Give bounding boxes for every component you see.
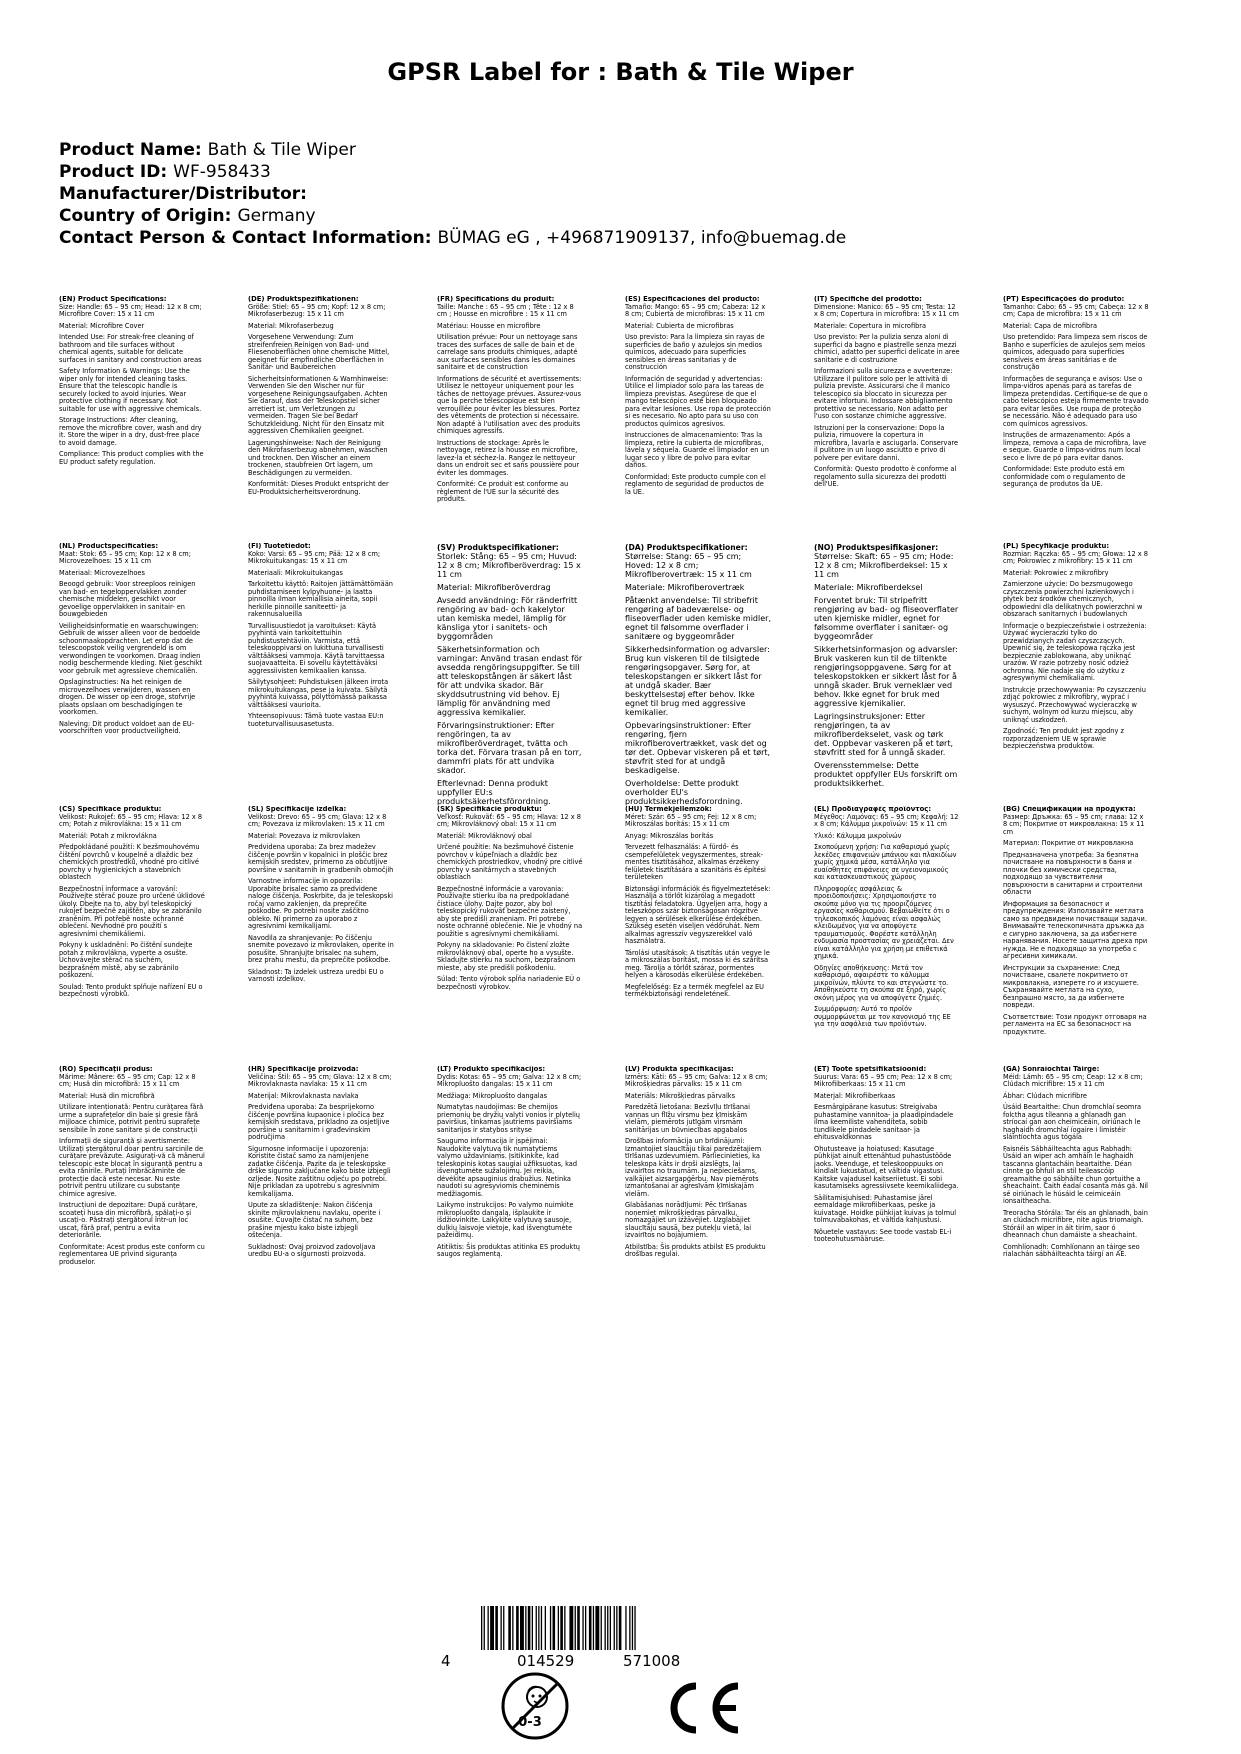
spec-heading: (SL) Specifikacije izdelka: — [248, 806, 347, 813]
spec-heading: (ES) Especificaciones del producto: — [625, 296, 760, 303]
spec-paragraph: Größe: Stiel: 65 – 95 cm; Kopf: 12 x 8 cm; Mikrofaserbezug: 15 x 11 cm — [248, 302, 386, 318]
spec-paragraph: Pokyny k uskladnění: Po čištění sundejte potah z mikrovlákna, vyperte a osušte. Uchovávejte stěrač na suchém, bezprašném místě, aby se zabránilo poškození. — [59, 941, 193, 979]
spec-paragraph: Informações de segurança e avisos: Use o limpa-vidros apenas para as tarefas de limpeza pretendidas. Certifique-se de que o cabo telescópico esteja firmemente travado para evitar lesões. Use roupa de proteção se necessário. Não é adequado para uso com químicos agressivos. — [1003, 374, 1149, 428]
spec-paragraph: Størrelse: Stang: 65 – 95 cm; Hoved: 12 x 8 cm; Mikrofiberovertræk: 15 x 11 cm — [625, 552, 752, 579]
spec-block — [625, 296, 771, 500]
spec-paragraph: Navodila za shranjevanje: Po čiščenju snemite povezavo iz mikrovlaken, operite in posušite. Shranjujte brisalec na suhem, brez prahu mestu, da preprečite poškodbe. — [248, 933, 394, 964]
spec-paragraph: Tamaño: Mango: 65 – 95 cm; Cabeza: 12 x 8 cm; Cubierta de microfibras: 15 x 11 cm — [625, 302, 766, 318]
spec-block — [1003, 543, 1149, 755]
spec-block — [625, 543, 771, 810]
spec-block — [248, 296, 394, 500]
spec-paragraph: Anyag: Mikroszálas borítás — [625, 831, 714, 840]
spec-block — [248, 1066, 394, 1263]
spec-paragraph: Informacje o bezpieczeństwie i ostrzeżenia: Używać wycieraczki tylko do przewidzianych zadań czyszczących. Upewnić się, że teleskopowa rączka jest bezpiecznie zablokowana, aby uniknąć urazów. W razie potrzeby nosić odzież ochronną. Nie nadaje się do użytku z agresywnymi chemikaliami. — [1003, 621, 1147, 682]
spec-paragraph: Instrukcje przechowywania: Po czyszczeniu zdjąć pokrowiec z mikrofibry, wyprać i wysuszyć. Przechowywać wycieraczkę w suchym, wolnym od kurzu miejscu, aby uniknąć uszkodzeń. — [1003, 685, 1146, 724]
spec-paragraph: Veľkosť: Rukoväť: 65 – 95 cm; Hlava: 12 x 8 cm; Mikrovláknový obal: 15 x 11 cm — [437, 812, 581, 828]
spec-paragraph: Soulad: Tento produkt splňuje nařízení EU o bezpečnosti výrobků. — [59, 982, 203, 998]
spec-paragraph: Atitiktis: Šis produktas atitinka ES produktų saugos reglamentą. — [437, 1242, 580, 1258]
spec-paragraph: Varnostne informacije in opozorila: Uporabite brisalec samo za predvidene naloge čiščenja. Poskrbite, da je teleskopski ročaj varno zaklenjen, da preprečite poškodbe. Po potrebi nosite zaščitno obleko. Ni primerno za uporabo z agresivnimi kemikalijami. — [248, 877, 393, 930]
spec-paragraph: Veiligheidsinformatie en waarschuwingen: Gebruik de wisser alleen voor de bedoelde schoonmaakopdrachten. Let erop dat de telescoopstok veilig vergrendeld is om verwondingen te voorkomen. Draag indien nodig beschermende kleding. Niet geschikt voor gebruik met agressieve chemicaliën. — [59, 621, 203, 675]
spec-paragraph: Bezpečnostné informácie a varovania: Používajte stierku iba na predpokladané čistiace úlohy. Dajte pozor, aby bol teleskopický rukoväť bezpečne zaistený, aby ste predišli zraneniam. Pri potrebe noste ochranné oblečenie. Nie je vhodný na použitie s agresívnymi chemikáliami. — [437, 884, 583, 938]
spec-paragraph: Lagringsinstruksjoner: Etter rengjøringen, ta av mikrofiberdekselet, vask og tørk det. Oppbevar vaskeren på et tørt, støvfritt sted for å unngå skader. — [814, 712, 953, 757]
spec-paragraph: Material: Mikrofaserbezug — [248, 321, 334, 330]
spec-paragraph: Tarkoitettu käyttö: Raitojen jättämättömään puhdistamiseen kylpyhuone- ja laatta pinnoilla ilman kemiallisia aineita, sopii herkille pinnoille saniteetti- ja rakennusalueilla — [248, 580, 393, 618]
spec-paragraph: Overensstemmelse: Dette produktet oppfyller EUs forskrift om produktsikkerhet. — [814, 761, 958, 788]
spec-paragraph: Размер: Дръжка: 65 – 95 cm; глава: 12 x 8 cm; Покритие от микровлакна: 15 x 11 cm — [1003, 812, 1145, 836]
spec-paragraph: Predviđena uporaba: Za besprijekorno čišćenje površina kupaonice i pločica bez kemijskih sredstava, prikladno za osjetljive površine u sanitarnim i građevinskim područjima — [248, 1103, 390, 1141]
spec-paragraph: Maat: Stok: 65 – 95 cm; Kop: 12 x 8 cm; Microvezelhoes: 15 x 11 cm — [59, 549, 191, 565]
spec-paragraph: Materiál: Potah z mikrovlákna — [59, 831, 157, 840]
barcode-digits-right: 571008 — [623, 1652, 681, 1670]
spec-paragraph: Informații de siguranță și avertismente: Utilizați ștergătorul doar pentru sarcinile de curățare prevăzute. Asigurați-vă că mânerul telescopic este blocat în siguranță pentru a evita rănirile. Purtați îmbrăcăminte de protecție dacă este necesar. Nu este potrivit pentru utilizare cu substanțe chimice agresive. — [59, 1137, 205, 1198]
spec-paragraph: Safety Information & Warnings: Use the wiper only for intended cleaning tasks. Ensure that the telescopic handle is securely locked to avoid injuries. Wear protective clothing if necessary. Not suitable for use with aggressive chemicals. — [59, 367, 202, 413]
spec-paragraph: Intended Use: For streak-free cleaning of bathroom and tile surfaces without chemical agents, suitable for delicate surfaces in sanitary and construction areas — [59, 333, 202, 364]
spec-paragraph: Paredzētā lietošana: Bezšvīļu tīrīšanai vannas un flīžu virsmu bez ķīmiskām vielām, piemērots jutīgām virsmām sanitārijas un būvniecības apgabalos — [625, 1103, 750, 1134]
age-warning-0-3-icon — [500, 1671, 570, 1741]
info-label: Manufacturer/Distributor: — [59, 184, 307, 204]
spec-block — [437, 543, 583, 810]
spec-heading: (SK) Špecifikácie produktu: — [437, 806, 542, 813]
spec-heading: (CS) Specifikace produktu: — [59, 806, 162, 813]
spec-block — [437, 1066, 583, 1263]
spec-paragraph: Bezpečnostní informace a varování: Používejte stěrač pouze pro určené úklidové úkoly. Dbejte na to, aby byl teleskopický rukojeť bezpečně zajištěn, aby se zabránilo zraněním. Při potřebě noste ochranné oblečení. Nevhodné pro použití s agresivními chemikáliemi. — [59, 884, 205, 938]
info-label: Contact Person & Contact Information: — [59, 228, 432, 248]
spec-heading: (ET) Toote spetsifikatsioonid: — [814, 1066, 927, 1073]
spec-paragraph: Förvaringsinstruktioner: Efter rengöringen, ta av mikrofiberöverdraget, tvätta och torka det. Förvara trasan på en torr, dammfri plats för att undvika skador. — [437, 721, 582, 775]
spec-paragraph: Instructions de stockage: Après le nettoyage, retirez la housse en microfibre, lavez-la et séchez-la. Rangez le nettoyeur dans un endroit sec et sans poussière pour éviter les dommages. — [437, 438, 580, 477]
spec-paragraph: Méid: Lámh: 65 – 95 cm; Ceap: 12 x 8 cm; Clúdach micrifibre: 15 x 11 cm — [1003, 1072, 1143, 1088]
spec-paragraph: Opslaginstructies: Na het reinigen de microvezelhoes verwijderen, wassen en drogen. De wisser op een droge, stofvrije plaats opslaan om beschadigingen te voorkomen. — [59, 678, 196, 716]
spec-paragraph: Veličina: Štil: 65 – 95 cm; Glava: 12 x 8 cm; Mikrovlaknasta navlaka: 15 x 11 cm — [248, 1072, 392, 1088]
spec-paragraph: Atbilstība: Šis produkts atbilst ES produktu drošības regulai. — [625, 1242, 766, 1258]
spec-block — [625, 1066, 771, 1263]
spec-paragraph: Utilizare intenționată: Pentru curățarea fără urme a suprafețelor din baie și gresie fără mijloace chimice, potrivit pentru suprafețe sensibile în zone sanitare și de construcții — [59, 1103, 204, 1134]
spec-paragraph: Utilisation prévue: Pour un nettoyage sans traces des surfaces de salle de bain et de carrelage sans produits chimiques, adapté aux surfaces sensibles dans les domaines sanitaire et de construction — [437, 333, 578, 371]
spec-paragraph: Material: Microfibre Cover — [59, 321, 145, 330]
spec-paragraph: Materiał: Pokrowiec z mikrofibry — [1003, 568, 1109, 577]
spec-paragraph: Glabāšanas norādījumi: Pēc tīrīšanas noņemiet mikrošķiedras pārvalku, nomazgājiet un izžāvējiet. Uzglabājiet slaucītāju sausā, bez putekļu vietā, lai izvairītos no bojājumiem. — [625, 1201, 752, 1239]
spec-paragraph: Påtænkt anvendelse: Til stribefrit rengøring af badeværelse- og fliseoverflader uden kemiske midler, egnet til følsomme overflader i sanitære og byggeområder — [625, 596, 771, 641]
spec-paragraph: Size: Handle: 65 – 95 cm; Head: 12 x 8 cm; Microfibre Cover: 15 x 11 cm — [59, 302, 202, 318]
spec-paragraph: Súlad: Tento výrobok spĺňa nariadenie EÚ o bezpečnosti výrobkov. — [437, 975, 581, 991]
spec-heading: (EN) Product Specifications: — [59, 296, 167, 303]
spec-paragraph: Informazioni sulla sicurezza e avvertenze: Utilizzare il pulitore solo per le attività di pulizia previste. Assicurarsi che il manico telescopico sia bloccato in sicurezza per evitare infortuni. Indossare abbigliamento protettivo se necessario. Non adatto per l'uso con sostanze chimiche aggressive. — [814, 367, 953, 420]
spec-heading: (IT) Specifiche del prodotto: — [814, 296, 922, 303]
spec-paragraph: Dimensione: Manico: 65 – 95 cm; Testa: 12 x 8 cm; Copertura in microfibra: 15 x 11 cm — [814, 302, 959, 318]
spec-heading: (SV) Produktspecifikationer: — [437, 543, 559, 552]
spec-paragraph: Material: Cubierta de microfibras — [625, 321, 734, 330]
spec-paragraph: Efterlevnad: Denna produkt uppfyller EU:s produktsäkerhetsförordning. — [437, 779, 551, 806]
spec-block — [814, 806, 960, 1033]
info-value: Germany — [237, 206, 316, 226]
barcode-digits-middle: 014529 — [517, 1652, 575, 1670]
spec-heading: (BG) Спецификации на продукта: — [1003, 806, 1136, 813]
spec-paragraph: Izmērs: Kāti: 65 – 95 cm; Galva: 12 x 8 cm; Mikrošķiedras pārvalks: 15 x 11 cm — [625, 1072, 768, 1088]
spec-paragraph: Úsáid Beartaithe: Chun dromchlaí seomra folctha agus tíleanna a ghlanadh gan stríocaí gan aon cheimiceáin, oiriúnach le haghaidh dromchlaí íogaire i limistéir sláintíochta agus tógála — [1003, 1103, 1142, 1141]
spec-block — [814, 543, 960, 792]
spec-heading: (NL) Productspecificaties: — [59, 543, 159, 550]
spec-paragraph: Uso previsto: Per la pulizia senza aloni di superfici da bagno e piastrelle senza mezzi chimici, adatto per superfici delicate in aree sanitarie e di costruzione — [814, 333, 960, 364]
spec-paragraph: Mărime: Mânere: 65 – 95 cm; Cap: 12 x 8 cm; Husă din microfibră: 15 x 11 cm — [59, 1072, 196, 1088]
ce-mark-icon — [660, 1678, 744, 1738]
spec-block — [814, 1066, 960, 1248]
spec-paragraph: Conformidade: Este produto está em conformidade com o regulamento de segurança de produtos da UE. — [1003, 465, 1126, 488]
spec-paragraph: Πληροφορίες ασφάλειας & προειδοποιήσεις: Χρησιμοποιήστε το σκούπα μόνο για τις προοριζόμενες εργασίες καθαρισμού. Βεβαιωθείτε ότι ο τηλεσκοπικός λαμόνας είναι ασφαλώς κλειδωμένος για να αποφύγετε τραυματισμούς. Φορέστε κατάλληλη ενδυμασία προστασίας αν χρειάζεται. Δεν είναι κατάλληλο για χρήση με επιθετικά χημικά. — [814, 884, 954, 960]
spec-paragraph: Upute za skladištenje: Nakon čišćenja skinite mikrovlaknenu navlaku, operite i osušite. Čuvajte čistač na suhom, bez prašine mjestu kako biste izbjegli oštećenja. — [248, 1201, 381, 1239]
spec-paragraph: Materiale: Mikrofiberovertræk — [625, 583, 745, 592]
spec-paragraph: Material: Mikrofiberöverdrag — [437, 583, 551, 592]
page-title: GPSR Label for : Bath & Tile Wiper — [387, 58, 854, 86]
spec-paragraph: Dydis: Kotas: 65 – 95 cm; Galva: 12 x 8 cm; Mikropluošto dangalas: 15 x 11 cm — [437, 1072, 582, 1088]
spec-paragraph: Materiaal: Microvezelhoes — [59, 568, 145, 577]
info-row — [59, 161, 1199, 183]
spec-paragraph: Предназначена употреба: За безпятна почистване на повърхности в баня и плочки без химически средства, подходящо за чувствителни повърхности в санитарни и строителни области — [1003, 850, 1143, 896]
spec-block — [248, 543, 394, 732]
spec-paragraph: Zamierzone użycie: Do bezsmugowego czyszczenia powierzchni łazienkowych i płytek bez środków chemicznych, odpowiedni dla delikatnych powierzchni w obszarach sanitarnych i budowlanych — [1003, 580, 1143, 618]
spec-block — [59, 806, 205, 1003]
spec-heading: (FI) Tuotetiedot: — [248, 543, 311, 550]
spec-heading: (HR) Specifikacije proizvoda: — [248, 1066, 359, 1073]
spec-paragraph: Materiāls: Mikrošķiedras pārvalks — [625, 1091, 736, 1100]
spec-paragraph: Naleving: Dit product voldoet aan de EU-voorschriften voor productveiligheid. — [59, 719, 195, 735]
spec-heading: (EL) Προδιαγραφές προϊόντος: — [814, 806, 932, 813]
spec-paragraph: Материал: Покритие от микровлакна — [1003, 839, 1134, 847]
spec-paragraph: Informations de sécurité et avertissements: Utilisez le nettoyeur uniquement pour les tâches de nettoyage prévues. Assurez-vous que la perche télescopique est bien verrouillée pour éviter les blessures. Portez des vêtements de protection si nécessaire. Non adapté à l'utilisation avec des produits chimiques agressifs. — [437, 374, 582, 435]
spec-paragraph: Οδηγίες αποθήκευσης: Μετά τον καθαρισμό, αφαιρέστε το κάλυμμα μικροϊνών, πλύντε το και στεγνώστε το. Αποθηκεύστε τη σκούπα σε ξηρό, χωρίς σκόνη μέρος για να αποφύγετε ζημιές. — [814, 963, 949, 1002]
spec-paragraph: Material: Povezava iz mikrovlaken — [248, 831, 361, 840]
info-value: WF-958433 — [173, 162, 271, 182]
barcode-block — [441, 1606, 741, 1670]
spec-paragraph: Saugumo informacija ir įspėjimai: Naudokite valytuvą tik numatytiems valymo uždaviniams. Įsitikinkite, kad teleskopinis kotas saugiai užfiksuotas, kad išvengtumėte sužalojimų. Jei reikia, dėvėkite apsauginius drabužius. Netinka naudoti su agresyviomis cheminėmis medžiagomis. — [437, 1137, 578, 1198]
spec-paragraph: Υλικό: Κάλυμμα μικροϊνών — [814, 831, 902, 840]
spec-paragraph: Información de seguridad y advertencias: Utilice el limpiador solo para las tareas de limpieza previstas. Asegúrese de que el mango telescópico esté bien bloqueado para evitar lesiones. Use ropa de protección si es necesario. No apto para su uso con productos químicos agresivos. — [625, 374, 771, 428]
spec-paragraph: Conformité: Ce produit est conforme au règlement de l'UE sur la sécurité des produits. — [437, 480, 569, 503]
spec-paragraph: Velikost: Drevo: 65 – 95 cm; Glava: 12 x 8 cm; Povezava iz mikrovlaken: 15 x 11 cm — [248, 812, 387, 828]
spec-paragraph: Material: Capa de microfibra — [1003, 321, 1097, 330]
product-info — [59, 139, 1199, 249]
spec-paragraph: Σκοπούμενη χρήση: Για καθαρισμό χωρίς λεκέδες επιφανειών μπάνιου και πλακιδίων χωρίς χημικά μέσα, κατάλληλο για ευαίσθητες επιφάνειες σε υγειονομικούς και κατασκευαστικούς χώρους — [814, 843, 957, 881]
spec-paragraph: Storage Instructions: After cleaning, remove the microfibre cover, wash and dry it. Store the wiper in a dry, dust-free place to avoid damage. — [59, 416, 202, 447]
spec-paragraph: Conformidad: Este producto cumple con el reglamento de seguridad de productos de la UE. — [625, 472, 766, 496]
spec-row — [59, 806, 1189, 1106]
spec-paragraph: Určené použitie: Na bezšmuhové čistenie povrchov v kúpeľniach a dlaždíc bez chemických prostriedkov, vhodný pre citlivé povrchy v sanitárnych a stavebných oblastiach — [437, 843, 583, 881]
spec-heading: (DE) Produktspezifikationen: — [248, 296, 359, 303]
spec-paragraph: Tervezett felhasználás: A fürdő- és csempefelületek vegyszermentes, streak-mentes tisztításához, alkalmas érzékeny felületek tisztítására a szanitáris és építési területeken — [625, 843, 766, 881]
spec-paragraph: Istruzioni per la conservazione: Dopo la pulizia, rimuovere la copertura in microfibra, lavarla e asciugarla. Conservare il pulitore in un luogo asciutto e privo di polvere per evitare danni. — [814, 423, 959, 462]
info-label: Product Name: — [59, 140, 202, 160]
spec-paragraph: Uso pretendido: Para limpeza sem riscos de Banho e superfícies de azulejos sem meios químicos, adequado para superfícies sensíveis em áreas sanitárias e de construção — [1003, 333, 1148, 371]
spec-block — [1003, 806, 1149, 1040]
spec-paragraph: Megfelelőség: Ez a termék megfelel az EU termékbiztonsági rendeletének. — [625, 982, 764, 998]
spec-heading: (NO) Produktspesifikasjoner: — [814, 543, 939, 552]
spec-paragraph: Информация за безопасност и предупреждения: Използвайте метлата само за предвидени почистващи задачи. Внимавайте телескопичната дръжка да е сигурно заключена, за да избегнете наранявания. Носете защитна дреха при нужда. Не е подходящо за употреба с агресивни химикали. — [1003, 899, 1148, 960]
spec-paragraph: Avsedd användning: För ränderfritt rengöring av bad- och kakelytor utan kemiska medel, lämplig för känsliga ytor i sanitets- och byggområden — [437, 596, 578, 641]
spec-paragraph: Instrucțiuni de depozitare: După curățare, scoateți husa din microfibră, spălați-o și uscați-o. Păstrați ștergătorul într-un loc uscat, fără praf, pentru a evita deteriorările. — [59, 1201, 198, 1239]
spec-heading: (DA) Produktspecifikationer: — [625, 543, 748, 552]
spec-heading: (PL) Specyfikacje produktu: — [1003, 543, 1110, 550]
spec-block — [59, 296, 205, 470]
spec-paragraph: Storlek: Stång: 65 – 95 cm; Huvud: 12 x 8 cm; Mikrofiberöverdrag: 15 x 11 cm — [437, 552, 581, 579]
spec-heading: (RO) Specificații produs: — [59, 1066, 153, 1073]
info-label: Product ID: — [59, 162, 168, 182]
info-value: BÜMAG eG , +496871909137, info@buemag.de — [437, 228, 847, 248]
spec-block — [1003, 296, 1149, 493]
spec-heading: (LV) Produkta specifikācijas: — [625, 1066, 734, 1073]
spec-paragraph: Faisnéis Sábháilteachta agus Rabhadh: Úsáid an wiper ach amháin le haghaidh tascanna glantacháin beartaithe. Déan cinnte go bhfuil an stil teileascóip greamaithe go sábháilte chun gortuithe a sheachaint. Caith éadaí cosanta más gá. Níl sé oiriúnach le húsáid le ceimiceáin ionsaitheacha. — [1003, 1144, 1148, 1205]
spec-paragraph: Sikkerhedsinformation og advarsler: Brug kun viskeren til de tilsigtede rengøringsopgaver. Sørg for, at teleskopstangen er sikkert låst for at undgå skader. Bær beskyttelsestøj efter behov. Ikke egnet til brug med aggressive kemikalier. — [625, 645, 770, 717]
spec-paragraph: Съответствие: Този продукт отговаря на регламента на ЕС за безопасност на продуктите. — [1003, 1012, 1147, 1036]
spec-paragraph: Materiale: Copertura in microfibra — [814, 321, 927, 330]
info-row — [59, 205, 1199, 227]
spec-paragraph: Yhteensopivuus: Tämä tuote vastaa EU:n tuoteturvallisuusasetusta. — [248, 712, 384, 728]
spec-paragraph: Comhlíonadh: Comhlíonann an táirge seo rialachán sábháilteachta táirgí an AE. — [1003, 1242, 1140, 1258]
spec-paragraph: Säilytysohjeet: Puhdistuksen jälkeen irrota mikrokuitukangas, pese ja kuivata. Säilytä pyyhintä kuivassa, pölyttömässä paikassa välttääksesi vaurioita. — [248, 678, 389, 709]
spec-paragraph: Rozmiar: Rączka: 65 – 95 cm; Głowa: 12 x 8 cm; Pokrowiec z mikrofibry: 15 x 11 cm — [1003, 549, 1148, 565]
spec-paragraph: Velikost: Rukojeť: 65 – 95 cm; Hlava: 12 x 8 cm; Potah z mikrovlákna: 15 x 11 cm — [59, 812, 203, 828]
spec-row — [59, 1066, 1189, 1366]
spec-paragraph: Conformitate: Acest produs este conform cu reglementarea UE privind siguranța produselor. — [59, 1242, 205, 1266]
info-label: Country of Origin: — [59, 206, 232, 226]
spec-block — [59, 543, 205, 740]
spec-paragraph: Compliance: This product complies with the EU product safety regulation. — [59, 450, 204, 466]
spec-paragraph: Overholdelse: Dette produkt overholder EU's produktsikkerhedsforordning. — [625, 779, 743, 806]
spec-paragraph: Sicherheitsinformationen & Warnhinweise: Verwenden Sie den Wischer nur für vorgesehene Reinigungsaufgaben. Achten Sie darauf, dass der Teleskopstiel sicher arretiert ist, um Verletzungen zu vermeiden. Tragen Sie bei Bedarf Schutzkleidung. Nicht für den Einsatz mit aggressiven Chemikalien geeignet. — [248, 374, 389, 435]
spec-block — [59, 1066, 205, 1270]
spec-heading: (GA) Sonraíochtaí Táirge: — [1003, 1066, 1100, 1073]
spec-paragraph: Koko: Varsi: 65 – 95 cm; Pää: 12 x 8 cm; Mikrokuitukangas: 15 x 11 cm — [248, 549, 381, 565]
spec-paragraph: Taille: Manche : 65 – 95 cm ; Tête : 12 x 8 cm ; Housse en microfibre : 15 x 11 cm — [437, 302, 574, 318]
spec-paragraph: Předpokládané použití: K bezšmouhovému čištění povrchů v koupelně a dlaždic bez chemických prostředků, vhodné pro citlivé povrchy v hygienických a stavebních oblastech — [59, 843, 200, 881]
spec-paragraph: Forventet bruk: Til stripefritt rengjøring av bad- og fliseoverflater uten kjemiske midler, egnet for følsomme overflater i sanitær- og byggeområder — [814, 596, 959, 641]
spec-paragraph: Ábhar: Clúdach micrifibre — [1003, 1091, 1087, 1100]
spec-paragraph: Treoracha Stórála: Tar éis an ghlanadh, bain an clúdach micrifibre, nite agus triomaigh. Stóráil an wiper in áit tirim, saor ó dheannach chun damáiste a sheachaint. — [1003, 1208, 1148, 1239]
spec-paragraph: Suurus: Vara: 65 – 95 cm; Pea: 12 x 8 cm; Mikrofiiberkaas: 15 x 11 cm — [814, 1072, 953, 1088]
spec-paragraph: Størrelse: Skaft: 65 – 95 cm; Hode: 12 x 8 cm; Mikrofiberdeksel: 15 x 11 cm — [814, 552, 954, 579]
spec-block — [814, 296, 960, 493]
spec-paragraph: Eesmärgipärane kasutus: Streigivaba puhastamine vannitoa- ja plaadipindadele ilma keemiliste vahenditeta, sobib tundlikele pindadele sanitaar- ja ehitusvaldkonnas — [814, 1103, 954, 1141]
spec-heading: (PT) Especificações do produto: — [1003, 296, 1125, 303]
info-row — [59, 183, 1199, 205]
spec-block — [437, 296, 583, 508]
spec-paragraph: Säkerhetsinformation och varningar: Använd trasan endast för avsedda rengöringsuppgifter. Se till att teleskopstången är säkert låst för att undvika skador. Bär skyddsutrustning vid behov. Ej lämplig för användning med aggressiva kemikalier. — [437, 645, 583, 717]
spec-paragraph: Materiaali: Mikrokuitukangas — [248, 568, 343, 577]
spec-paragraph: Tárolási utasítások: A tisztítás után vegye le a mikroszálas borítást, mossa ki és szárítsa meg. Tárolja a törlőt száraz, pormentes helyen a károsodás elkerülése érdekében. — [625, 948, 770, 979]
spec-paragraph: Инструкции за съхранение: След почистване, свалете покритието от микровлакна, изперете го и изсушете. Съхранявайте метлата на сухо, безпрашно място, за да избегнете повреди. — [1003, 963, 1139, 1009]
spec-paragraph: Instrucciones de almacenamiento: Tras la limpieza, retire la cubierta de microfibras, lávela y séquela. Guarde el limpiador en un lugar seco y libre de polvo para evitar daños. — [625, 431, 769, 469]
spec-paragraph: Medžiaga: Mikropluošto dangalas — [437, 1091, 548, 1100]
spec-paragraph: Uso previsto: Para la limpieza sin rayas de superficies de baño y azulejos sin medios químicos, adecuado para superficies sensibles en áreas sanitarias y de construcción — [625, 333, 765, 371]
spec-heading: (HU) Termékjellemzők: — [625, 806, 712, 813]
spec-paragraph: Sukladnost: Ovaj proizvod zadovoljava uredbu EU-a o sigurnosti proizvoda. — [248, 1242, 376, 1258]
spec-paragraph: Lagerungshinweise: Nach der Reinigung den Mikrofaserbezug abnehmen, waschen und trocknen. Den Wischer an einem trockenen, staubfreien Ort lagern, um Beschädigungen zu vermeiden. — [248, 438, 388, 477]
spec-paragraph: Laikymo instrukcijos: Po valymo nuimkite mikropluošto dangalą, išplaukite ir išdžiovinkite. Laikykite valytuvą sausoje, dulkių laisvoje vietoje, kad išvengtumėte pažeidimų. — [437, 1201, 574, 1239]
spec-paragraph: Material: Husă din microfibră — [59, 1091, 155, 1100]
spec-paragraph: Opbevaringsinstruktioner: Efter rengøring, fjern mikrofiberovertrækket, vask det og tør det. Opbevar viskeren på et tørt, støvfrit sted for at undgå beskadigelse. — [625, 721, 771, 775]
spec-paragraph: Instruções de armazenamento: Após a limpeza, remova a capa de microfibra, lave e seque. Guarde o limpa-vidros num local seco e livre de pó para evitar danos. — [1003, 431, 1147, 462]
spec-heading: (FR) Spécifications du produit: — [437, 296, 555, 303]
spec-paragraph: Materijal: Mikrovlaknasta navlaka — [248, 1091, 359, 1100]
spec-paragraph: Matériau: Housse en microfibre — [437, 321, 541, 330]
spec-block — [625, 806, 771, 1003]
spec-paragraph: Συμμόρφωση: Αυτό το προϊόν συμμορφώνεται με τον κανονισμό της ΕΕ για την ασφάλεια των προϊόντων. — [814, 1005, 951, 1028]
spec-heading: (LT) Produkto specifikacijos: — [437, 1066, 546, 1073]
spec-block — [248, 806, 394, 988]
spec-paragraph: Beoogd gebruik: Voor streeploos reinigen van bad- en tegeloppervlakken zonder chemische middelen, geschikt voor gevoelige oppervlakken in sanitair- en bouwgebieden — [59, 580, 196, 618]
spec-block — [437, 806, 583, 995]
spec-paragraph: Vorgesehene Verwendung: Zum streifenfreien Reinigen von Bad- und Fliesenoberflächen ohne chemische Mittel, geeignet für empfindliche Oberflächen in Sanitär- und Baubereichen — [248, 333, 390, 371]
spec-paragraph: Numatytas naudojimas: Be chemijos priemonių be dryžių valyti vonios ir plytelių paviršius, tinkamas jautriems paviršiams sanitarijos ir statybos srityse — [437, 1103, 580, 1134]
spec-paragraph: Sikkerhetsinformasjon og advarsler: Bruk vaskeren kun til de tiltenkte rengjøringsoppgavene. Sørg for at teleskopstokken er sikkert låst for å unngå skader. Bruk verneklær ved behov. Ikke egnet for bruk med aggressive kjemikalier. — [814, 645, 958, 708]
spec-paragraph: Conformità: Questo prodotto è conforme al regolamento sulla sicurezza dei prodotti dell'UE. — [814, 465, 957, 488]
age-label: 0-3 — [518, 1715, 542, 1730]
info-row — [59, 227, 1199, 249]
info-value: Bath & Tile Wiper — [207, 140, 356, 160]
spec-row — [59, 543, 1189, 843]
spec-paragraph: Säilitamisjuhised: Puhastamise järel eemaldage mikrofiiberkaas, peske ja kuivatage. Hoidke pühkijat kuivas ja tolmul tolmuvabakohas, et vältida kahjustusi. — [814, 1193, 957, 1224]
spec-paragraph: Predvidena uporaba: Za brez madežev čiščenje površin v kopalnici in ploščic brez kemijskih sredstev, primerno za občutljive površine v sanitarnih in gradbenih območjih — [248, 843, 394, 874]
spec-paragraph: Biztonsági információk és figyelmeztetések: Használja a törlőt kizárólag a megadott tisztítási feladatokra. Ügyeljen arra, hogy a teleszkópos szár biztonságosan rögzítve legyen a sérülések elkerülése érdekében. Szükség esetén viseljen védőruhát. Nem alkalmas agresszív vegyszerekkel való használatra. — [625, 884, 771, 945]
spec-paragraph: Materiál: Mikrovláknový obal — [437, 831, 532, 840]
barcode-digit-left: 4 — [441, 1652, 451, 1670]
spec-block — [1003, 1066, 1149, 1263]
spec-paragraph: Nõuetele vastavus: See toode vastab EL-i tooteohutusmääruse. — [814, 1227, 952, 1243]
spec-paragraph: Drošības informācija un brīdinājumi: Izmantojiet slaucītāju tikai paredzētajiem tīrīšanas uzdevumiem. Pārliecinieties, ka teleskopa kāts ir droši aizslēgts, lai izvairītos no traumām. Ja nepieciešams, valkājiet aizsargapģērbu. Nav piemērots izmantošanai ar agresīvām ķīmiskajām vielām. — [625, 1137, 762, 1198]
ce-label: CE — [660, 1678, 662, 1679]
spec-paragraph: Sigurnosne informacije i upozorenja: Koristite čistač samo za namijenjene zadatke čišćenja. Pazite da je teleskopske drške sigurno zaključane kako biste izbjegli ozljede. Nosite zaštitnu odjeću po potrebi. Nije prikladan za upotrebu s agresivnim kemikalijama. — [248, 1144, 391, 1198]
spec-paragraph: Materjal: Mikrofiiberkaas — [814, 1091, 896, 1100]
spec-paragraph: Μέγεθος: Λαμόνας: 65 – 95 cm; Κεφαλή: 12 x 8 cm; Κάλυμμα μικροϊνών: 15 x 11 cm — [814, 812, 959, 828]
spec-paragraph: Zgodność: Ten produkt jest zgodny z rozporządzeniem UE w sprawie bezpieczeństwa produktów. — [1003, 727, 1124, 750]
spec-paragraph: Ohutusteave ja hoiatused: Kasutage pühkijat ainult ettenähtud puhastustööde jaoks. Veenduge, et teleskooppuuks on kindlalt lukustatud, et vältida vigastusi. Kaitske vajadusel kaitseriietust. Ei sobi kasutamiseks agressiivsete keemikaliidega. — [814, 1144, 959, 1190]
spec-paragraph: Skladnost: Ta izdelek ustreza uredbi EU o varnosti izdelkov. — [248, 967, 384, 983]
spec-paragraph: Konformität: Dieses Produkt entspricht der EU-Produktsicherheitsverordnung. — [248, 480, 389, 496]
spec-paragraph: Materiale: Mikrofiberdeksel — [814, 583, 923, 592]
spec-paragraph: Turvallisuustiedot ja varoitukset: Käytä pyyhintä vain tarkoitettuihin puhdistustehtäviin. Varmista, että teleskooppivarsi on lukittuna turvallisesti välttääksesi vammoja. Käytä tarvittaessa suojavaatteita. Ei sovellu käytettäväksi aggressiivisten kemikaalien kanssa. — [248, 621, 385, 675]
info-row — [59, 139, 1199, 161]
spec-paragraph: Pokyny na skladovanie: Po čistení zložte mikrovláknový obal, operte ho a vysušte. Skladujte stierku na suchom, bezprašnom mieste, aby ste predišli poškodeniu. — [437, 941, 576, 972]
spec-paragraph: Tamanho: Cabo: 65 – 95 cm; Cabeça: 12 x 8 cm; Capa de microfibra: 15 x 11 cm — [1003, 302, 1149, 318]
spec-paragraph: Méret: Szár: 65 – 95 cm; Fej: 12 x 8 cm; Mikroszálas borítás: 15 x 11 cm — [625, 812, 757, 828]
barcode — [481, 1606, 715, 1650]
